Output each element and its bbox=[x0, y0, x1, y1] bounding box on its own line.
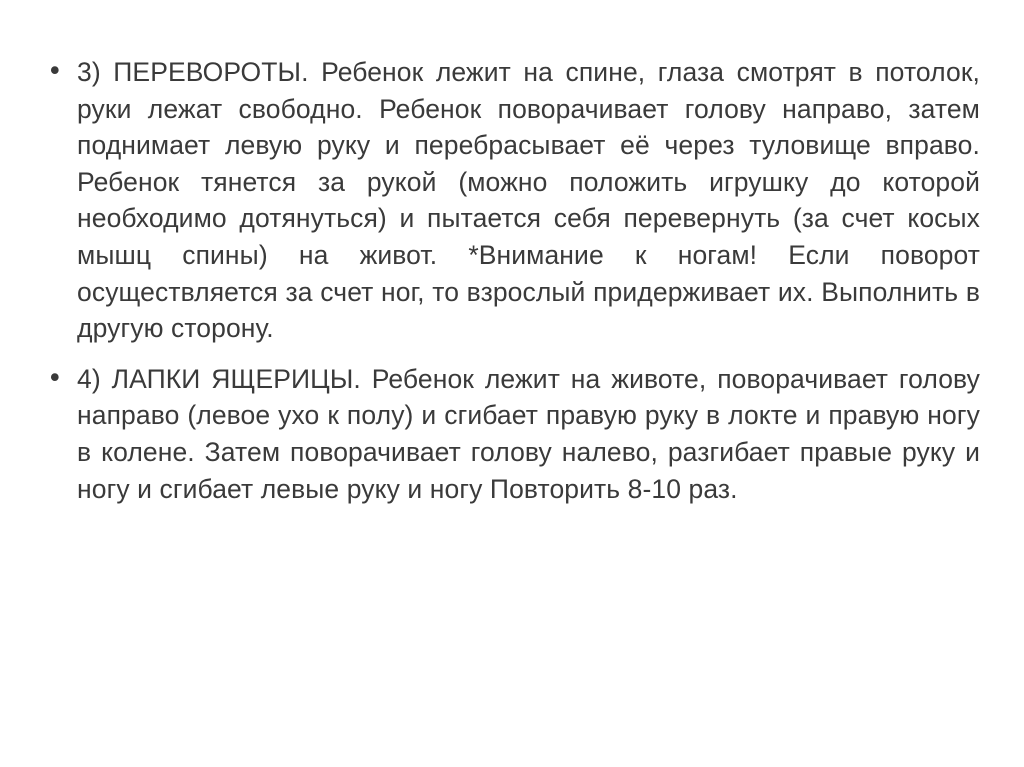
bullet-text-lizard-paws: 4) ЛАПКИ ЯЩЕРИЦЫ. Ребенок лежит на животе, поворачивает голову направо (левое ухо к полу) и сгибает правую руку в локте и правую ногу в колене. Затем поворачивает голову налево, разгибает правые руку и ногу и сгибает левые руку и ногу Повторить 8-10 раз. bbox=[77, 363, 980, 504]
bullet-text-rolls: 3) ПЕРЕВОРОТЫ. Ребенок лежит на спине, глаза смотрят в потолок, руки лежат свободно. Ребенок поворачивает голову направо, затем поднимает левую руку и перебрасывает её через туловище вправо. Ребенок тянется за рукой (можно положить игрушку до которой необходимо дотянуться) и пытается себя перевернуть (за счет косых мышц спины) на живот. *Внимание к ногам! Если поворот осуществляется за счет ног, то взрослый придерживает их. Выполнить в другую сторону. bbox=[77, 57, 980, 344]
bullet-item-lizard-paws bbox=[45, 361, 980, 507]
bullet-marker: • bbox=[47, 362, 63, 394]
bullet-item-rolls bbox=[45, 54, 980, 347]
bullet-list bbox=[45, 54, 980, 521]
bullet-marker: • bbox=[47, 56, 63, 87]
